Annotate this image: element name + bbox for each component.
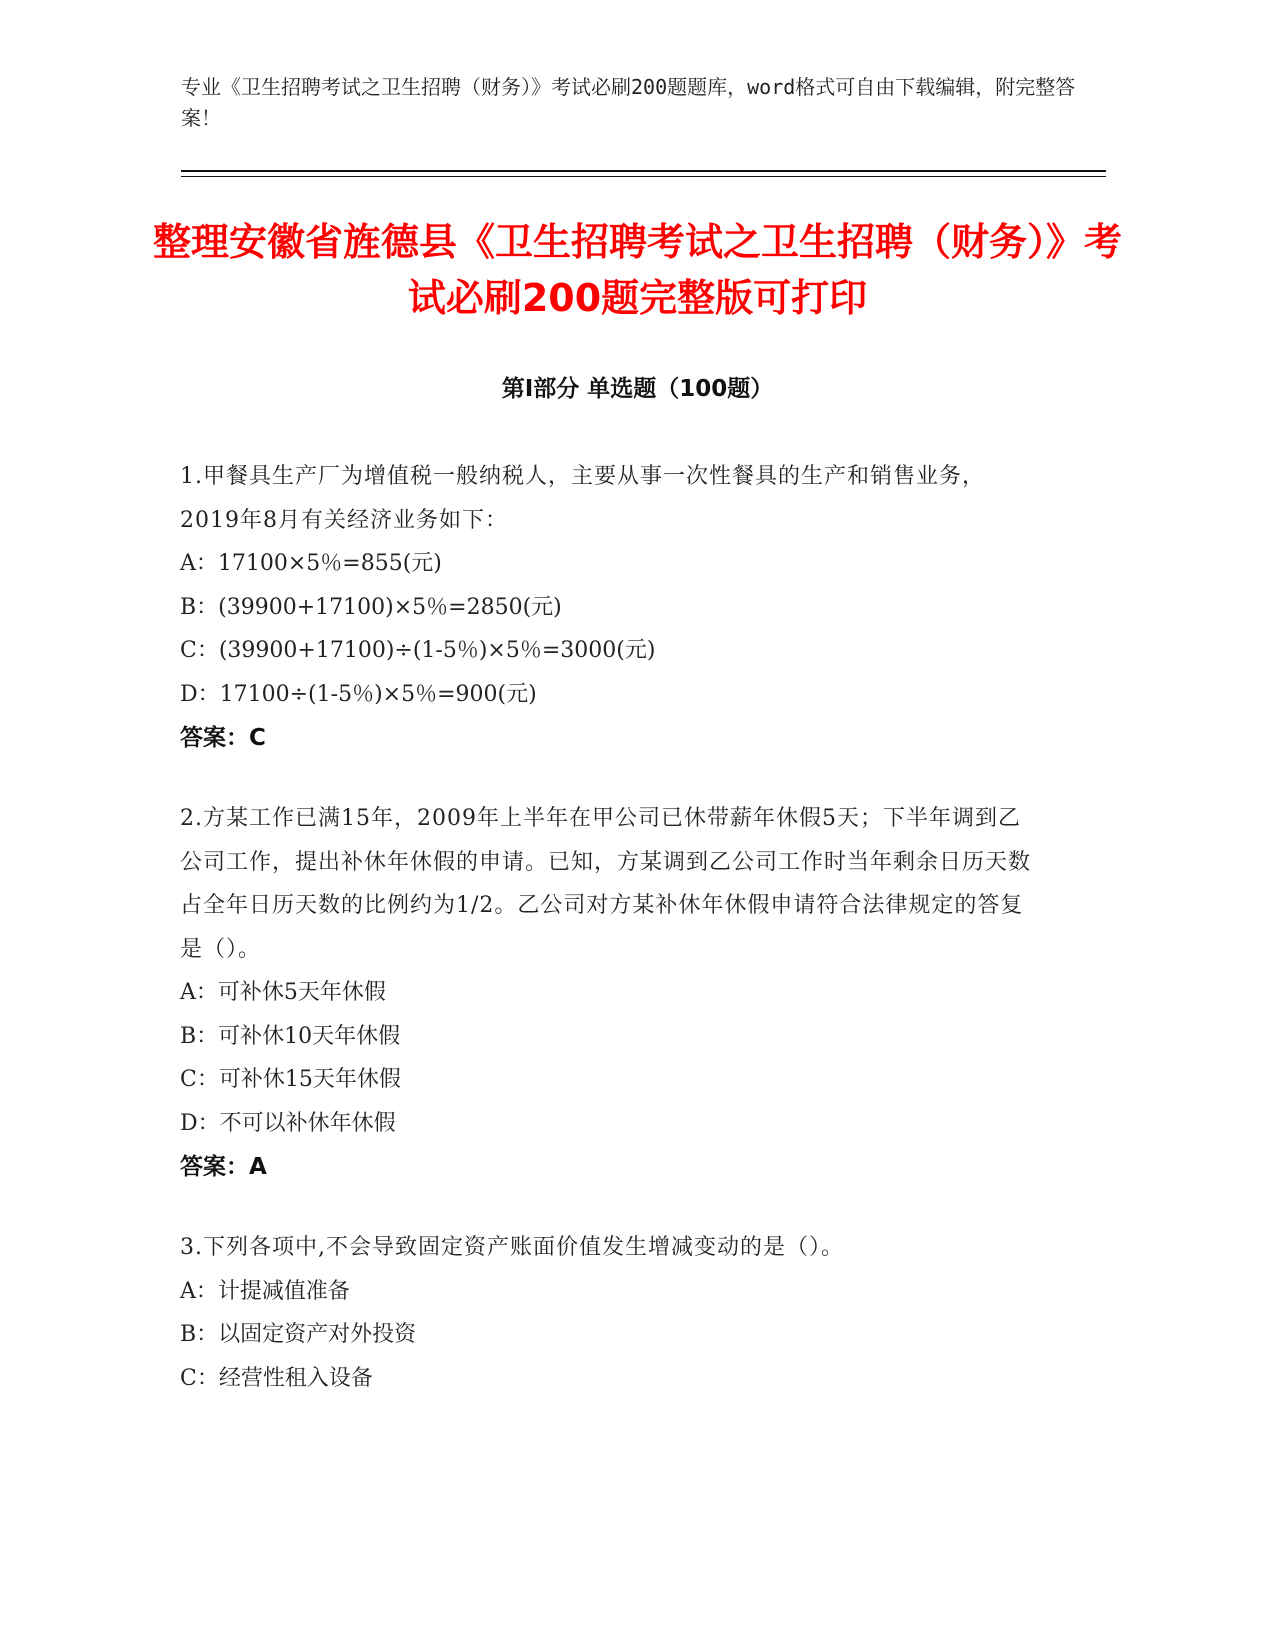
header-note: 专业《卫生招聘考试之卫生招聘（财务）》考试必刷200题题库，word格式可自由下载编辑，附完整答案！ [181,75,1076,130]
option-a: A：计提减值准备 [180,1278,350,1304]
option-a: A：可补休5天年休假 [180,980,386,1005]
option-b: B：以固定资产对外投资 [180,1322,417,1347]
option-d: D：不可以补休年休假 [180,1110,396,1136]
section-title: 第I部分 单选题（100题） [501,376,774,402]
question-1 [180,455,1040,761]
option-d: D：17100÷(1-5％)×5％=900(元) [180,681,537,707]
question-stem: 2.方某工作已满15年，2009年上半年在甲公司已休带薪年休假5天；下半年调到乙公司工作，提出补休年休假的申请。已知，方某调到乙公司工作时当年剩余日历天数占全年日历天数的比例约为1/2。乙公司对方某补休年休假申请符合法律规定的答复是（）。 [180,806,1032,962]
question-stem: 3.下列各项中,不会导致固定资产账面价值发生增减变动的是（）。 [180,1235,844,1260]
answer: 答案：A [180,1154,267,1180]
header-divider [181,170,1106,172]
option-c: C：可补休15天年休假 [180,1067,401,1092]
option-a: A：17100×5％=855(元) [180,551,442,576]
question-3 [180,1226,1040,1400]
option-c: C：经营性租入设备 [180,1365,373,1391]
option-b: B：(39900+17100)×5％=2850(元) [180,594,562,620]
answer: 答案：C [180,725,266,751]
question-2 [180,797,1040,1190]
question-list [180,455,1040,1436]
header-divider-thin [181,176,1106,177]
option-b: B：可补休10天年休假 [180,1023,401,1049]
question-stem: 1.甲餐具生产厂为增值税一般纳税人，主要从事一次性餐具的生产和销售业务，2019年8月有关经济业务如下： [180,464,985,533]
document-title: 整理安徽省旌德县《卫生招聘考试之卫生招聘（财务）》考试必刷200题完整版可打印 [152,220,1122,320]
option-c: C：(39900+17100)÷(1-5％)×5％=3000(元) [180,638,656,663]
